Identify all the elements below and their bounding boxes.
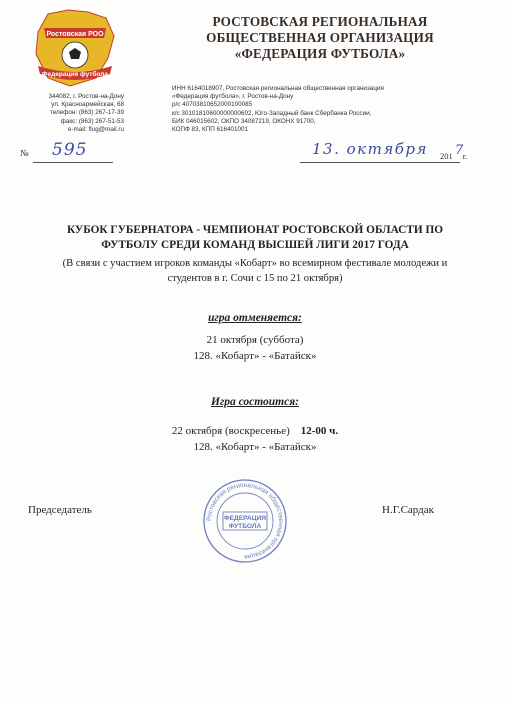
organization-title [160,14,480,62]
logo-bottom-text: Федерация футбола [41,71,109,78]
registration-number: 595 [52,140,88,160]
held-match: 128. «Кобарт» - «Батайск» [193,441,317,453]
signer-role: Председатель [28,504,92,516]
bank-details [172,85,472,134]
fax-line: факс: (863) 267-51-53 [60,117,124,125]
address-line: ул. Красноармейская, 68 [51,101,124,109]
stamp-center-line2: ФУТБОЛА [228,523,262,530]
phone-line: телефон: (863) 267-17-39 [49,109,124,117]
organization-stamp [202,478,288,564]
year-field [440,151,467,161]
held-date-time [0,425,510,437]
email-line: e-mail: flug@mail.ru [67,125,124,133]
number-underline [33,162,113,163]
title-line: КУБОК ГУБЕРНАТОРА - ЧЕМПИОНАТ РОСТОВСКОЙ ОБЛАСТИ ПО [66,224,444,236]
cancel-match: 128. «Кобарт» - «Батайск» [193,350,317,362]
date-underline [300,162,460,163]
bank-line: р/с 40703810652000100085 [172,101,253,109]
signer-name: Н.Г.Сардак [382,504,434,516]
note-line: (В связи с участием игроков команды «Кобарт» во всемирном фестивале молодежи и [62,258,448,269]
registration-date: 13. октября [312,140,428,158]
org-title-line: «ФЕДЕРАЦИЯ ФУТБОЛА» [234,46,406,61]
held-date: 22 октября (воскресенье) [171,425,290,437]
document-title [30,223,480,253]
bank-line: «Федерация футбола», г. Ростов-на-Дону [172,93,294,101]
cancel-date: 21 октября (суббота) [206,334,304,346]
reason-note [30,256,480,286]
stamp-ring-text: Ростовская региональная общественная организация [205,481,285,561]
logo-top-text: Ростовская РОО [46,31,104,38]
year-prefix: 201 [440,151,453,161]
year-handwritten: 7 [455,143,464,158]
year-suffix: г. [462,151,468,161]
federation-logo [30,8,118,88]
org-title-line: ОБЩЕСТВЕННАЯ ОРГАНИЗАЦИЯ [206,30,434,45]
held-time: 12-00 ч. [300,425,339,437]
bank-line: к/с 30101810600000000602, Юго-Западный банк Сбербанка России, [172,109,372,117]
org-title-line: РОСТОВСКАЯ РЕГИОНАЛЬНАЯ [212,14,428,29]
bank-line: ИНН 6164018907, Ростовская региональная общественная организация [172,85,384,92]
address-block [18,93,124,134]
held-heading: Игра состоится: [211,396,299,408]
note-line: студентов в г. Сочи с 15 по 21 октября) [167,273,343,284]
address-line: 344082, г. Ростов-на-Дону [48,93,124,100]
stamp-center-line1: ФЕДЕРАЦИЯ [224,515,266,522]
bank-line: КОПФ 83, КПП 616401001 [172,126,249,134]
bank-line: БИК 046015602, ОКПО 34087219, ОКОНХ 91700, [172,117,316,125]
cancel-heading: игра отменяется: [208,312,302,324]
title-line: ФУТБОЛУ СРЕДИ КОМАНД ВЫСШЕЙ ЛИГИ 2017 ГОДА [101,239,409,251]
number-prefix: № [20,148,29,158]
